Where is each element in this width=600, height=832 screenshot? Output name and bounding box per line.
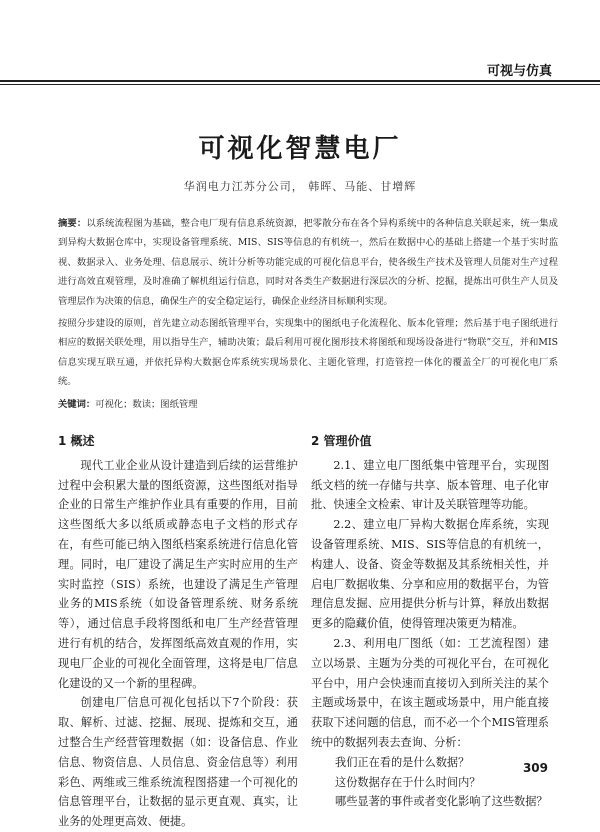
right-column — [311, 432, 549, 812]
page-number: 309 — [522, 761, 548, 775]
section-heading-value: 2 管理价值 — [311, 434, 372, 448]
article-title: 可视化智慧电厂 — [198, 134, 402, 164]
body-paragraph: 现代工业企业从设计建造到后续的运营维护过程中会积累大量的图纸资源，这些图纸对指导企业的日常生产维护作业具有重要的作用，目前这些图纸大多以纸质或静态电子文档的形式存在，有些可能已纳入图纸档案系统进行信息化管理。同时，电厂建设了满足生产实时应用的生产实时监控（SIS）系统，也建设了满足生产管理业务的MIS系统（如设备管理系统、财务系统等），通过信息手段将图纸和电厂生产经营管理进行有机的结合，发挥图纸高效直观的作用，实现电厂企业的可视化全面管理，这将是电厂信息化建设的又一个新的里程碑。 — [58, 458, 298, 690]
header-rule-thin — [0, 84, 600, 85]
abstract-text: 以系统流程图为基础，整合电厂现有信息系统资源，把零散分布在各个异构系统中的各种信息关联起来，统一集成到异构大数据仓库中，实现设备管理系统、MIS、SIS等信息的有机统一，然后在数据中心的基础上搭建一个基于实时监视、数据录入、业务处理、信息展示、统计分析等功能完成的可视化信息平台，使各级生产技术及管理人员能对生产过程进行高效直观管理，及时准确了解机组运行信息，同时对各类生产数据进行深层次的分析、挖掘，提炼出可供生产人员及管理层作为决策的信息，确保生产的安全稳定运行，确保企业经济目标顺利实现。 — [58, 218, 558, 307]
header-rule — [0, 80, 600, 82]
body-paragraph: 2.1、建立电厂图纸集中管理平台，实现图纸文档的统一存储与共享、版本管理、电子化审批、快速全文检索、审计及关联管理等功能。 — [311, 458, 549, 512]
body-paragraph: 2.3、利用电厂图纸（如：工艺流程图）建立以场景、主题为分类的可视化平台，在可视化平台中，用户会快速而直接切入到所关注的某个主题或场景中，在该主题或场景中，用户能直接获取下述问题的信息，而不必一个个MIS管理系统中的数据列表去查询、分析： — [311, 636, 549, 749]
keywords-line — [58, 395, 558, 414]
question-line: 哪些显著的事件或者变化影响了这些数据？ — [335, 795, 548, 809]
article-authors: 华润电力江苏分公司， 韩晖、马能、甘增辉 — [183, 180, 417, 193]
section-tag: 可视与仿真 — [486, 64, 552, 79]
abstract-paragraph-2: 按照分步建设的原则，首先建立动态图纸管理平台，实现集中的图纸电子化流程化、版本化管理；然后基于电子图纸进行相应的数据关联处理，用以指导生产，辅助决策；最后利用可视化图形技术将图纸和现场设备进行“物联”交互，并和MIS信息实现互联互通，并依托异构大数据仓库系统实现场景化、主题化管理，打造管控一体化的覆盖全厂的可视化电厂系统。 — [58, 318, 558, 388]
left-column — [58, 432, 298, 832]
abstract-paragraph — [58, 214, 558, 311]
section-heading-overview: 1 概述 — [58, 434, 95, 448]
question-line: 这份数据存在于什么时间内？ — [335, 775, 481, 789]
question-line: 我们正在看的是什么数据？ — [335, 755, 470, 769]
keywords: 可视化；数读；图纸管理 — [95, 398, 198, 410]
keywords-label: 关键词： — [58, 398, 96, 410]
abstract-block — [58, 214, 558, 417]
abstract-label: 摘要： — [58, 218, 87, 229]
body-paragraph: 2.2、建立电厂异构大数据仓库系统，实现设备管理系统、MIS、SIS等信息的有机统一，构建人、设备、资金等数据及其系统相关性，并启电厂数据收集、分享和应用的数据平台，为管理信息发掘、应用提供分析与计算，释放出数据更多的隐藏价值，使得管理决策更为精准。 — [311, 518, 549, 631]
body-paragraph: 创建电厂信息可视化包括以下7个阶段：获取、解析、过滤、挖掘、展现、提炼和交互，通过整合生产经营管理数据（如：设备信息、作业信息、物资信息、人员信息、资金信息等）利用彩色、两维或三维系统流程图搭建一个可视化的信息管理平台，让数据的显示更直观、真实，让业务的处理更高效、便捷。 — [58, 696, 298, 829]
